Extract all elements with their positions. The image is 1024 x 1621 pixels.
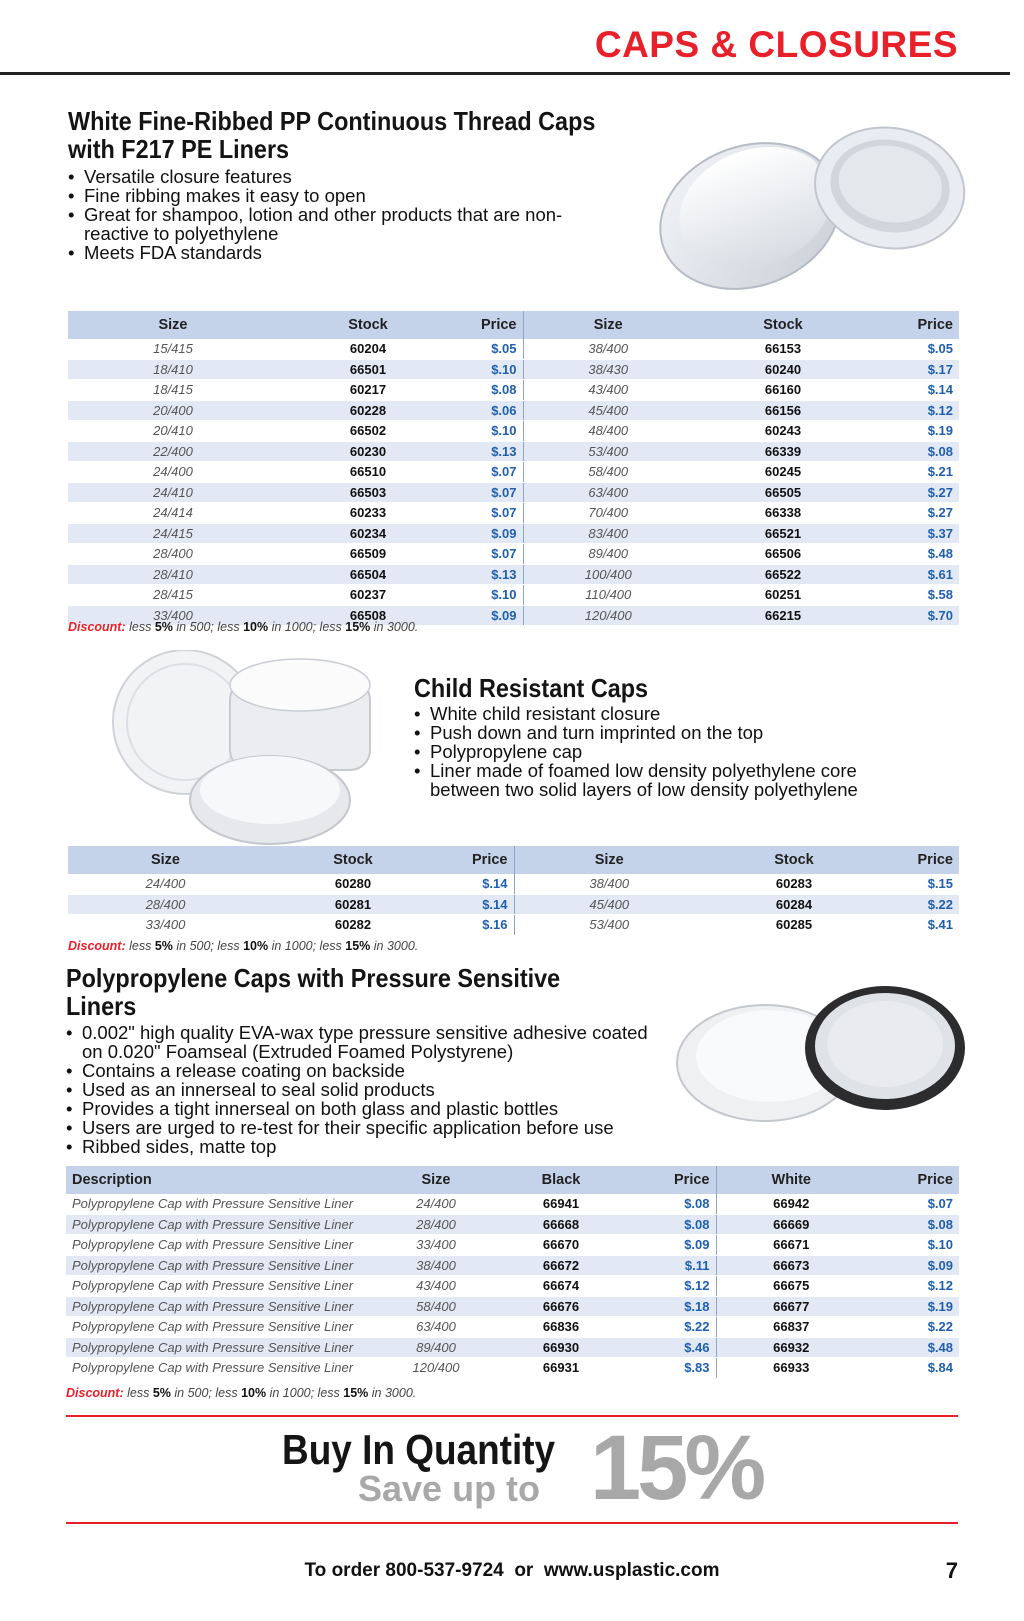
table-cell: 24/400 bbox=[68, 874, 263, 894]
table-cell: $.14 bbox=[873, 380, 959, 401]
table-cell: 15/415 bbox=[68, 339, 278, 359]
table-cell: 66930 bbox=[486, 1337, 636, 1358]
table-cell: 66503 bbox=[278, 482, 458, 503]
table-cell: 66215 bbox=[693, 605, 873, 626]
table-cell: $.84 bbox=[866, 1358, 959, 1379]
table-cell: $.15 bbox=[884, 874, 959, 894]
table-cell: 66669 bbox=[716, 1214, 866, 1235]
table-cell: 43/400 bbox=[386, 1276, 486, 1297]
table-row bbox=[68, 380, 959, 401]
table-cell: 24/400 bbox=[68, 462, 278, 483]
order-or: or bbox=[514, 1560, 534, 1581]
table-cell: 66522 bbox=[693, 564, 873, 585]
table-cell: 28/400 bbox=[386, 1214, 486, 1235]
table-cell: $.08 bbox=[866, 1214, 959, 1235]
table-cell: $.07 bbox=[458, 544, 523, 565]
table-cell: 66942 bbox=[716, 1194, 866, 1214]
feature-item: • Push down and turn imprinted on the top bbox=[414, 723, 914, 742]
table-cell: $.46 bbox=[636, 1337, 716, 1358]
table-cell: 66671 bbox=[716, 1235, 866, 1256]
table-cell: 24/414 bbox=[68, 503, 278, 524]
feature-item: • Fine ribbing makes it easy to open bbox=[68, 186, 588, 205]
table-cell: 120/400 bbox=[523, 605, 693, 626]
table-cell: 20/410 bbox=[68, 421, 278, 442]
table-cell: 66836 bbox=[486, 1317, 636, 1338]
table-cell: $.07 bbox=[458, 482, 523, 503]
section3-discount-note: Discount: less 5% in 500; less 10% in 1000; less 15% in 3000. bbox=[66, 1386, 417, 1400]
table-row bbox=[68, 441, 959, 462]
table-cell: 70/400 bbox=[523, 503, 693, 524]
table-cell: Polypropylene Cap with Pressure Sensitive Liner bbox=[66, 1255, 386, 1276]
table-row bbox=[68, 400, 959, 421]
table-cell: 66504 bbox=[278, 564, 458, 585]
col-size: Size bbox=[68, 846, 263, 874]
promo-line2: Save up to bbox=[358, 1468, 541, 1509]
table-cell: 60228 bbox=[278, 400, 458, 421]
ribbed-cap-image bbox=[640, 106, 970, 306]
table-cell: $.07 bbox=[866, 1194, 959, 1214]
table-cell: $.16 bbox=[443, 915, 514, 936]
table-cell: 60237 bbox=[278, 585, 458, 606]
table-row bbox=[66, 1235, 959, 1256]
table-cell: 66670 bbox=[486, 1235, 636, 1256]
table-cell: 24/410 bbox=[68, 482, 278, 503]
website-link[interactable]: www.usplastic.com bbox=[543, 1560, 720, 1581]
table-cell: $.10 bbox=[866, 1235, 959, 1256]
table-cell: 66509 bbox=[278, 544, 458, 565]
table-cell: 66521 bbox=[693, 523, 873, 544]
section1-title-line2: with F217 PE Liners bbox=[68, 134, 290, 164]
col-stock: Stock bbox=[704, 846, 884, 874]
table-cell: 18/415 bbox=[68, 380, 278, 401]
col-description: Description bbox=[66, 1166, 386, 1194]
table-cell: 66674 bbox=[486, 1276, 636, 1297]
table-cell: 60283 bbox=[704, 874, 884, 894]
table-cell: 66153 bbox=[693, 339, 873, 359]
table-cell: 60233 bbox=[278, 503, 458, 524]
section1-discount-note: Discount: less 5% in 500; less 10% in 1000; less 15% in 3000. bbox=[68, 620, 419, 634]
section1-title bbox=[68, 107, 595, 163]
feature-item: • Contains a release coating on backside bbox=[66, 1061, 666, 1080]
col-size: Size bbox=[68, 311, 278, 339]
header-divider bbox=[0, 72, 1010, 75]
feature-item: • Meets FDA standards bbox=[68, 243, 588, 262]
table-cell: $.17 bbox=[873, 359, 959, 380]
order-phone[interactable]: 800-537-9724 bbox=[385, 1560, 504, 1581]
table-cell: 24/400 bbox=[386, 1194, 486, 1214]
table-cell: 66339 bbox=[693, 441, 873, 462]
table-cell: $.09 bbox=[458, 523, 523, 544]
table-cell: 60217 bbox=[278, 380, 458, 401]
table-cell: $.11 bbox=[636, 1255, 716, 1276]
promo-percent: 15% bbox=[590, 1417, 763, 1519]
page-number: 7 bbox=[945, 1558, 958, 1583]
table-row bbox=[66, 1255, 959, 1276]
table-cell: 43/400 bbox=[523, 380, 693, 401]
col-stock: Stock bbox=[263, 846, 443, 874]
section3-price-table bbox=[66, 1166, 959, 1379]
col-price: Price bbox=[873, 311, 959, 339]
col-price: Price bbox=[866, 1166, 959, 1194]
table-cell: 66668 bbox=[486, 1214, 636, 1235]
table-row bbox=[68, 482, 959, 503]
table-cell: 45/400 bbox=[523, 400, 693, 421]
table-cell: $.09 bbox=[866, 1255, 959, 1276]
table-cell: Polypropylene Cap with Pressure Sensitive Liner bbox=[66, 1276, 386, 1297]
table-cell: $.70 bbox=[873, 605, 959, 626]
table-row bbox=[68, 564, 959, 585]
table-cell: 66672 bbox=[486, 1255, 636, 1276]
table-cell: $.13 bbox=[458, 441, 523, 462]
table-cell: $.14 bbox=[443, 874, 514, 894]
table-cell: 66675 bbox=[716, 1276, 866, 1297]
promo-line1: Buy In Quantity bbox=[282, 1426, 556, 1473]
feature-item: • Users are urged to re-test for their specific application before use bbox=[66, 1118, 666, 1137]
table-row bbox=[68, 874, 959, 894]
table-cell: $.12 bbox=[873, 400, 959, 421]
table-cell: Polypropylene Cap with Pressure Sensitive Liner bbox=[66, 1317, 386, 1338]
feature-item: • Used as an innerseal to seal solid products bbox=[66, 1080, 666, 1099]
table-cell: 60230 bbox=[278, 441, 458, 462]
table-cell: 45/400 bbox=[514, 894, 704, 915]
table-cell: $.14 bbox=[443, 894, 514, 915]
table-cell: $.48 bbox=[866, 1337, 959, 1358]
page-section-title: CAPS & CLOSURES bbox=[594, 24, 958, 65]
table-cell: 66501 bbox=[278, 359, 458, 380]
table-cell: 48/400 bbox=[523, 421, 693, 442]
feature-item: • Great for shampoo, lotion and other products that are non-reactive to polyethylene bbox=[68, 205, 588, 243]
table-cell: $.48 bbox=[873, 544, 959, 565]
table-row bbox=[66, 1358, 959, 1379]
table-cell: $.61 bbox=[873, 564, 959, 585]
table-cell: $.19 bbox=[873, 421, 959, 442]
table-cell: 33/400 bbox=[68, 605, 278, 626]
table-row bbox=[68, 503, 959, 524]
table-cell: 63/400 bbox=[523, 482, 693, 503]
table-cell: 60282 bbox=[263, 915, 443, 936]
table-cell: 66941 bbox=[486, 1194, 636, 1214]
table-cell: Polypropylene Cap with Pressure Sensitive Liner bbox=[66, 1214, 386, 1235]
col-size: Size bbox=[514, 846, 704, 874]
table-cell: 66160 bbox=[693, 380, 873, 401]
table-cell: 66506 bbox=[693, 544, 873, 565]
table-row bbox=[68, 585, 959, 606]
table-cell: $.05 bbox=[873, 339, 959, 359]
table-row bbox=[66, 1214, 959, 1235]
table-cell: $.09 bbox=[636, 1235, 716, 1256]
section3-title bbox=[66, 964, 560, 1020]
table-cell: 60243 bbox=[693, 421, 873, 442]
table-cell: $.13 bbox=[458, 564, 523, 585]
table-cell: 38/400 bbox=[514, 874, 704, 894]
table-cell: 60280 bbox=[263, 874, 443, 894]
table-header-row bbox=[66, 1166, 959, 1194]
table-cell: $.19 bbox=[866, 1296, 959, 1317]
table-row bbox=[66, 1276, 959, 1297]
table-cell: 33/400 bbox=[68, 915, 263, 936]
table-cell: 66505 bbox=[693, 482, 873, 503]
feature-item: • 0.002" high quality EVA-wax type pressure sensitive adhesive coated on 0.020" Foamseal (Extruded Foamed Polystyrene) bbox=[66, 1023, 666, 1061]
table-row bbox=[68, 915, 959, 936]
table-row bbox=[68, 523, 959, 544]
table-cell: 66673 bbox=[716, 1255, 866, 1276]
table-cell: 100/400 bbox=[523, 564, 693, 585]
section2-features bbox=[414, 704, 914, 799]
table-cell: $.10 bbox=[458, 585, 523, 606]
table-cell: 60240 bbox=[693, 359, 873, 380]
table-cell: 18/410 bbox=[68, 359, 278, 380]
table-row bbox=[66, 1337, 959, 1358]
table-cell: 60204 bbox=[278, 339, 458, 359]
table-cell: Polypropylene Cap with Pressure Sensitive Liner bbox=[66, 1194, 386, 1214]
table-cell: $.27 bbox=[873, 503, 959, 524]
table-cell: 110/400 bbox=[523, 585, 693, 606]
table-cell: 60251 bbox=[693, 585, 873, 606]
col-size: Size bbox=[523, 311, 693, 339]
section3-title-line2: Liners bbox=[66, 991, 137, 1021]
section2-title: Child Resistant Caps bbox=[414, 673, 649, 703]
col-size: Size bbox=[386, 1166, 486, 1194]
table-row bbox=[68, 421, 959, 442]
table-cell: 28/400 bbox=[68, 544, 278, 565]
table-cell: 33/400 bbox=[386, 1235, 486, 1256]
table-cell: $.06 bbox=[458, 400, 523, 421]
table-cell: 66338 bbox=[693, 503, 873, 524]
table-cell: Polypropylene Cap with Pressure Sensitive Liner bbox=[66, 1296, 386, 1317]
table-cell: 66837 bbox=[716, 1317, 866, 1338]
table-row bbox=[68, 894, 959, 915]
order-label: To order bbox=[304, 1560, 381, 1581]
feature-item: • Ribbed sides, matte top bbox=[66, 1137, 666, 1156]
table-cell: 28/415 bbox=[68, 585, 278, 606]
table-cell: $.07 bbox=[458, 462, 523, 483]
table-cell: 20/400 bbox=[68, 400, 278, 421]
table-cell: $.21 bbox=[873, 462, 959, 483]
promo-top-rule bbox=[66, 1415, 958, 1417]
table-cell: Polypropylene Cap with Pressure Sensitive Liner bbox=[66, 1358, 386, 1379]
table-cell: 66932 bbox=[716, 1337, 866, 1358]
section3-title-line1: Polypropylene Caps with Pressure Sensitive bbox=[66, 963, 561, 993]
table-header-row bbox=[68, 846, 959, 874]
table-cell: 38/430 bbox=[523, 359, 693, 380]
table-cell: 60281 bbox=[263, 894, 443, 915]
section3-features bbox=[66, 1023, 666, 1156]
col-stock: Stock bbox=[693, 311, 873, 339]
pressure-sensitive-cap-image bbox=[670, 968, 970, 1128]
table-row bbox=[66, 1317, 959, 1338]
table-cell: 66502 bbox=[278, 421, 458, 442]
table-cell: $.05 bbox=[458, 339, 523, 359]
table-cell: 83/400 bbox=[523, 523, 693, 544]
table-cell: $.08 bbox=[873, 441, 959, 462]
table-cell: $.09 bbox=[458, 605, 523, 626]
table-cell: 58/400 bbox=[386, 1296, 486, 1317]
table-cell: 89/400 bbox=[386, 1337, 486, 1358]
table-cell: 53/400 bbox=[514, 915, 704, 936]
table-cell: Polypropylene Cap with Pressure Sensitive Liner bbox=[66, 1235, 386, 1256]
table-cell: 66933 bbox=[716, 1358, 866, 1379]
col-price: Price bbox=[443, 846, 514, 874]
col-black: Black bbox=[486, 1166, 636, 1194]
child-resistant-caps-image bbox=[100, 650, 400, 850]
order-info bbox=[0, 1560, 1024, 1582]
table-cell: 66677 bbox=[716, 1296, 866, 1317]
table-cell: 66676 bbox=[486, 1296, 636, 1317]
table-cell: $.12 bbox=[866, 1276, 959, 1297]
table-cell: $.37 bbox=[873, 523, 959, 544]
table-row bbox=[68, 359, 959, 380]
table-cell: 66508 bbox=[278, 605, 458, 626]
table-row bbox=[66, 1194, 959, 1214]
table-cell: $.58 bbox=[873, 585, 959, 606]
section1-title-line1: White Fine-Ribbed PP Continuous Thread Caps bbox=[68, 106, 596, 136]
feature-item: • Provides a tight innerseal on both glass and plastic bottles bbox=[66, 1099, 666, 1118]
table-cell: 38/400 bbox=[523, 339, 693, 359]
col-price: Price bbox=[636, 1166, 716, 1194]
table-cell: 63/400 bbox=[386, 1317, 486, 1338]
table-cell: 60234 bbox=[278, 523, 458, 544]
table-cell: $.22 bbox=[866, 1317, 959, 1338]
table-cell: 120/400 bbox=[386, 1358, 486, 1379]
section2-discount-note: Discount: less 5% in 500; less 10% in 1000; less 15% in 3000. bbox=[68, 939, 419, 953]
table-cell: 60285 bbox=[704, 915, 884, 936]
table-cell: $.08 bbox=[636, 1214, 716, 1235]
table-cell: $.22 bbox=[636, 1317, 716, 1338]
section2-price-table bbox=[68, 846, 959, 936]
table-cell: 89/400 bbox=[523, 544, 693, 565]
feature-item: • White child resistant closure bbox=[414, 704, 914, 723]
table-cell: 28/410 bbox=[68, 564, 278, 585]
table-cell: $.10 bbox=[458, 359, 523, 380]
table-cell: 66931 bbox=[486, 1358, 636, 1379]
table-cell: 66156 bbox=[693, 400, 873, 421]
table-cell: $.12 bbox=[636, 1276, 716, 1297]
table-cell: 60245 bbox=[693, 462, 873, 483]
section1-features bbox=[68, 167, 588, 262]
table-cell: 24/415 bbox=[68, 523, 278, 544]
table-row bbox=[68, 339, 959, 359]
table-cell: $.41 bbox=[884, 915, 959, 936]
feature-item: • Versatile closure features bbox=[68, 167, 588, 186]
table-row bbox=[66, 1296, 959, 1317]
table-cell: 28/400 bbox=[68, 894, 263, 915]
table-cell: 60284 bbox=[704, 894, 884, 915]
table-cell: 53/400 bbox=[523, 441, 693, 462]
table-cell: $.22 bbox=[884, 894, 959, 915]
table-cell: $.08 bbox=[636, 1194, 716, 1214]
table-cell: 66510 bbox=[278, 462, 458, 483]
table-cell: $.10 bbox=[458, 421, 523, 442]
col-price: Price bbox=[458, 311, 523, 339]
col-white: White bbox=[716, 1166, 866, 1194]
feature-item: • Polypropylene cap bbox=[414, 742, 914, 761]
table-cell: 22/400 bbox=[68, 441, 278, 462]
col-price: Price bbox=[884, 846, 959, 874]
table-cell: $.18 bbox=[636, 1296, 716, 1317]
table-cell: 38/400 bbox=[386, 1255, 486, 1276]
table-row bbox=[68, 544, 959, 565]
promo-bottom-rule bbox=[66, 1522, 958, 1524]
table-header-row bbox=[68, 311, 959, 339]
table-row bbox=[68, 462, 959, 483]
table-cell: $.83 bbox=[636, 1358, 716, 1379]
feature-item: • Liner made of foamed low density polyethylene core between two solid layers of low density polyethylene bbox=[414, 761, 914, 799]
table-cell: Polypropylene Cap with Pressure Sensitive Liner bbox=[66, 1337, 386, 1358]
table-cell: $.07 bbox=[458, 503, 523, 524]
table-cell: $.08 bbox=[458, 380, 523, 401]
col-stock: Stock bbox=[278, 311, 458, 339]
section1-price-table bbox=[68, 311, 959, 626]
table-cell: $.27 bbox=[873, 482, 959, 503]
table-cell: 58/400 bbox=[523, 462, 693, 483]
